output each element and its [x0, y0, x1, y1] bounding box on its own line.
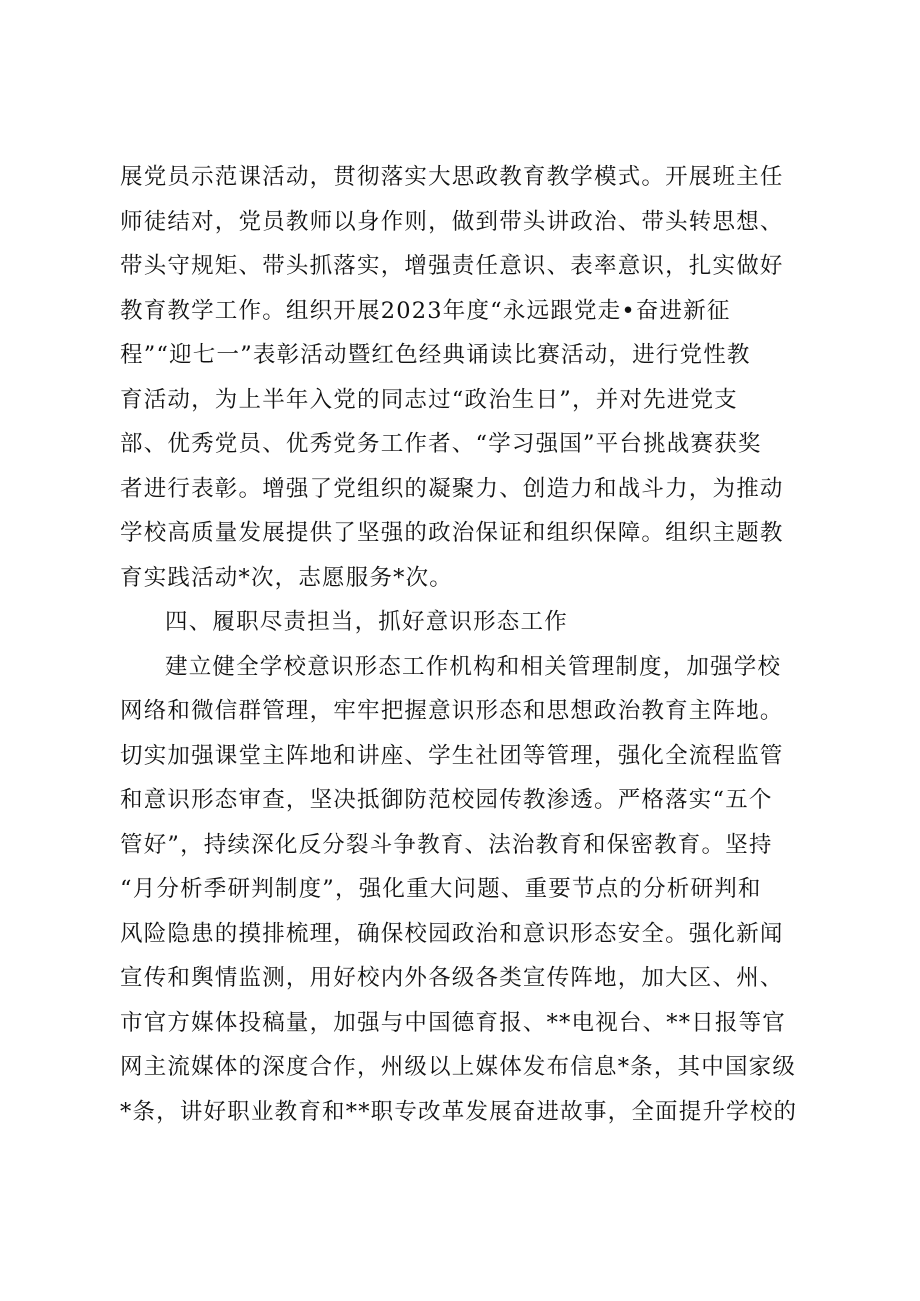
- paragraph-line: 切实加强课堂主阵地和讲座、学生社团等管理，强化全流程监管: [120, 742, 784, 769]
- paragraph-line: 育活动，为上半年入党的同志过“政治生日”，并对先进党支: [120, 386, 738, 413]
- paragraph-line: 网主流媒体的深度合作，州级以上媒体发布信息*条，其中国家级: [120, 1054, 797, 1080]
- paragraph-line: 部、优秀党员、优秀党务工作者、“学习强国”平台挑战赛获奖: [120, 431, 762, 457]
- paragraph-line: 程”“迎七一”表彰活动暨红色经典诵读比赛活动，进行党性教: [120, 342, 751, 368]
- paragraph-line: 建立健全学校意识形态工作机构和相关管理制度，加强学校: [165, 653, 782, 680]
- section-heading: 四、履职尽责担当，抓好意识形态工作: [165, 609, 568, 635]
- paragraph-line: 者进行表彰。增强了党组织的凝聚力、创造力和战斗力，为推动: [120, 475, 784, 502]
- paragraph-line: 管好”，持续深化反分裂斗争教育、法治教育和保密教育。坚持: [120, 831, 773, 858]
- paragraph-line: 师徒结对，党员教师以身作则，做到带头讲政治、带头转思想、: [120, 208, 784, 235]
- paragraph-line: 育实践活动*次，志愿服务*次。: [120, 564, 454, 591]
- paragraph-line: 宣传和舆情监测，用好校内外各级各类宣传阵地，加大区、州、: [120, 965, 784, 991]
- paragraph-line: 展党员示范课活动，贯彻落实大思政教育教学模式。开展班主任: [120, 164, 784, 190]
- paragraph-line: 带头守规矩、带头抓落实，增强责任意识、表率意识，扎实做好: [120, 253, 784, 279]
- paragraph-line: 市官方媒体投稿量，加强与中国德育报、**电视台、**日报等官: [120, 1009, 787, 1036]
- document-body: [120, 155, 810, 1134]
- paragraph-line: 和意识形态审查，坚决抵御防范校园传教渗透。严格落实“五个: [120, 787, 773, 813]
- paragraph-line: *条，讲好职业教育和**职专改革发展奋进故事，全面提升学校的: [120, 1098, 798, 1125]
- paragraph-line: “月分析季研判制度”，强化重大问题、重要节点的分析研判和: [120, 876, 762, 902]
- paragraph-line: 教育教学工作。组织开展2023年度“永远跟党走•奋进新征: [120, 297, 731, 324]
- paragraph-line: 网络和微信群管理，牢牢把握意识形态和思想政治教育主阵地。: [120, 698, 784, 724]
- paragraph-line: 风险隐患的摸排梳理，确保校园政治和意识形态安全。强化新闻: [120, 920, 784, 947]
- paragraph-line: 学校高质量发展提供了坚强的政治保证和组织保障。组织主题教: [120, 520, 784, 546]
